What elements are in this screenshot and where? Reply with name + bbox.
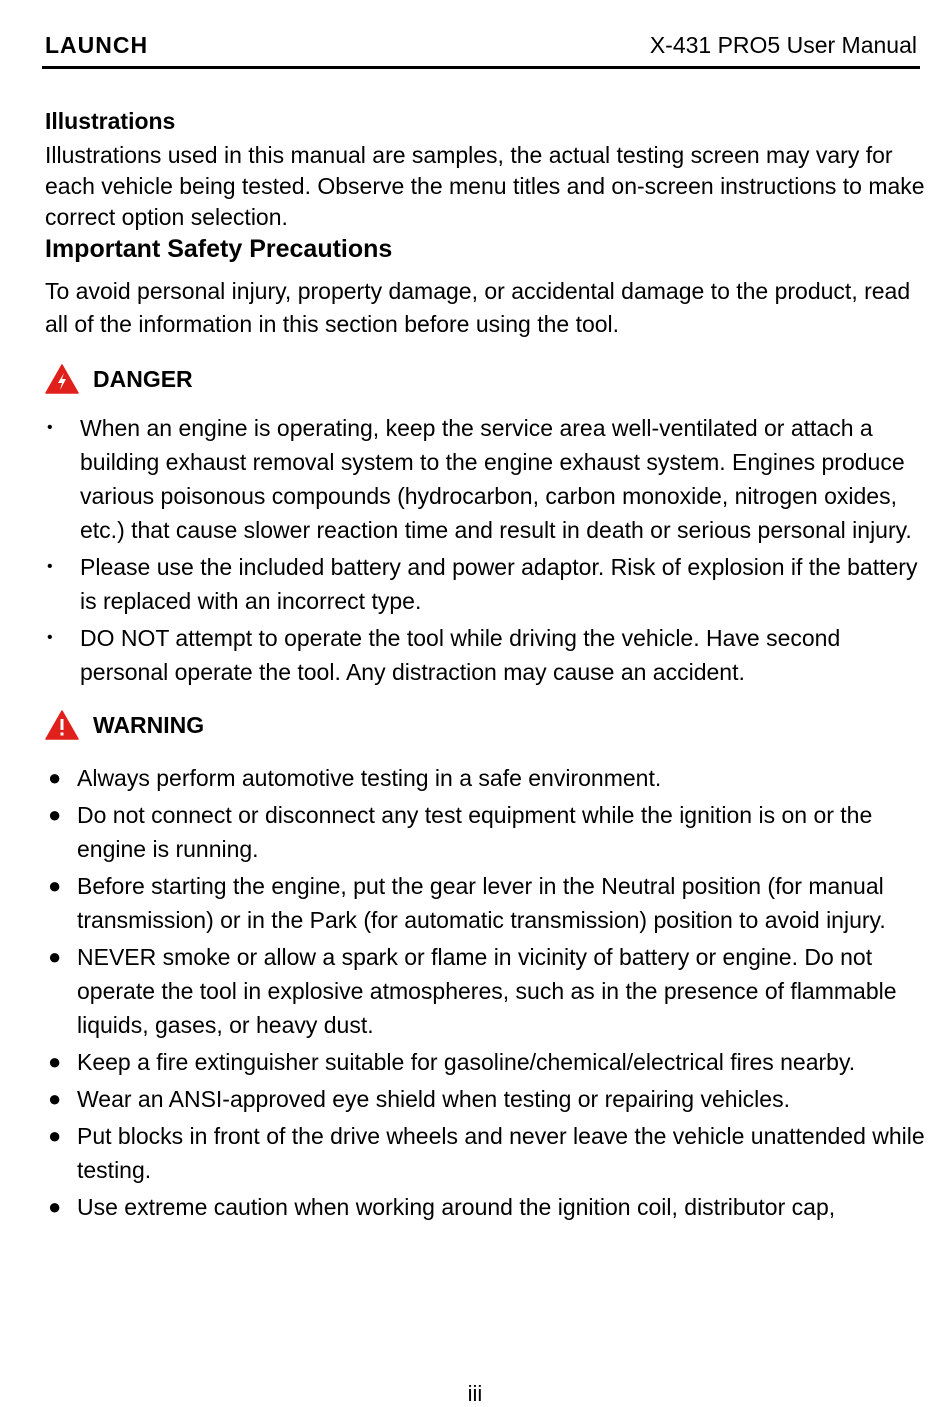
- warning-label: WARNING: [93, 712, 205, 738]
- bullet-icon: ●: [48, 765, 62, 790]
- warning-list: [45, 761, 925, 1224]
- page-content: [45, 106, 925, 1227]
- bullet-icon: ●: [48, 1086, 62, 1111]
- list-item: ● Put blocks in front of the drive wheels and never leave the vehicle unattended while testing.: [45, 1119, 925, 1187]
- page-header: [42, 30, 920, 69]
- list-item: • DO NOT attempt to operate the tool while driving the vehicle. Have second personal operate the tool. Any distraction may cause an accident.: [45, 621, 925, 689]
- document-title: X-431 PRO5 User Manual: [649, 32, 917, 58]
- list-item: ● Before starting the engine, put the gear lever in the Neutral position (for manual transmission) or in the Park (for automatic transmission) position to avoid injury.: [45, 869, 925, 937]
- bullet-icon: ●: [48, 1049, 62, 1074]
- bullet-icon: ●: [48, 802, 62, 827]
- lightning-warning-icon: [45, 364, 79, 394]
- danger-list: [45, 411, 925, 689]
- safety-heading: Important Safety Precautions: [45, 235, 393, 263]
- bullet-icon: •: [47, 558, 53, 575]
- list-item: • When an engine is operating, keep the service area well-ventilated or attach a building exhaust removal system to the engine exhaust system. Engines produce various poisonous compounds (hydrocarbon, carbon monoxide, nitrogen oxides, etc.) that cause slower reaction time and result in death or serious personal injury.: [45, 411, 925, 547]
- danger-label: DANGER: [93, 366, 193, 392]
- safety-intro-text: To avoid personal injury, property damage, or accidental damage to the product, read all of the information in this section before using the tool.: [45, 278, 911, 337]
- list-item: ● Use extreme caution when working around the ignition coil, distributor cap,: [45, 1190, 925, 1224]
- list-item: ● Do not connect or disconnect any test equipment while the ignition is on or the engine is running.: [45, 798, 925, 866]
- exclamation-warning-icon: [45, 710, 79, 740]
- bullet-icon: ●: [48, 1123, 62, 1148]
- bullet-icon: •: [47, 629, 53, 646]
- illustrations-text: Illustrations used in this manual are samples, the actual testing screen may vary for each vehicle being tested. Observe the menu titles and on-screen instructions to make correct option selection.: [45, 142, 925, 230]
- bullet-icon: ●: [48, 873, 62, 898]
- bullet-icon: ●: [48, 944, 62, 969]
- list-item: ● NEVER smoke or allow a spark or flame in vicinity of battery or engine. Do not operate the tool in explosive atmospheres, such as in the presence of flammable liquids, gases, or heavy dust.: [45, 940, 925, 1042]
- bullet-icon: ●: [48, 1194, 62, 1219]
- danger-label-row: [45, 363, 925, 397]
- list-item: ● Wear an ANSI-approved eye shield when testing or repairing vehicles.: [45, 1082, 925, 1116]
- list-item: ● Keep a fire extinguisher suitable for gasoline/chemical/electrical fires nearby.: [45, 1045, 925, 1079]
- list-item: • Please use the included battery and power adaptor. Risk of explosion if the battery is replaced with an incorrect type.: [45, 550, 925, 618]
- bullet-icon: •: [47, 419, 53, 436]
- warning-label-row: [45, 709, 925, 743]
- illustrations-heading: Illustrations: [45, 108, 176, 134]
- brand-logo-text: LAUNCH: [45, 32, 149, 58]
- page-number: iii: [467, 1381, 483, 1406]
- list-item: ● Always perform automotive testing in a safe environment.: [45, 761, 925, 795]
